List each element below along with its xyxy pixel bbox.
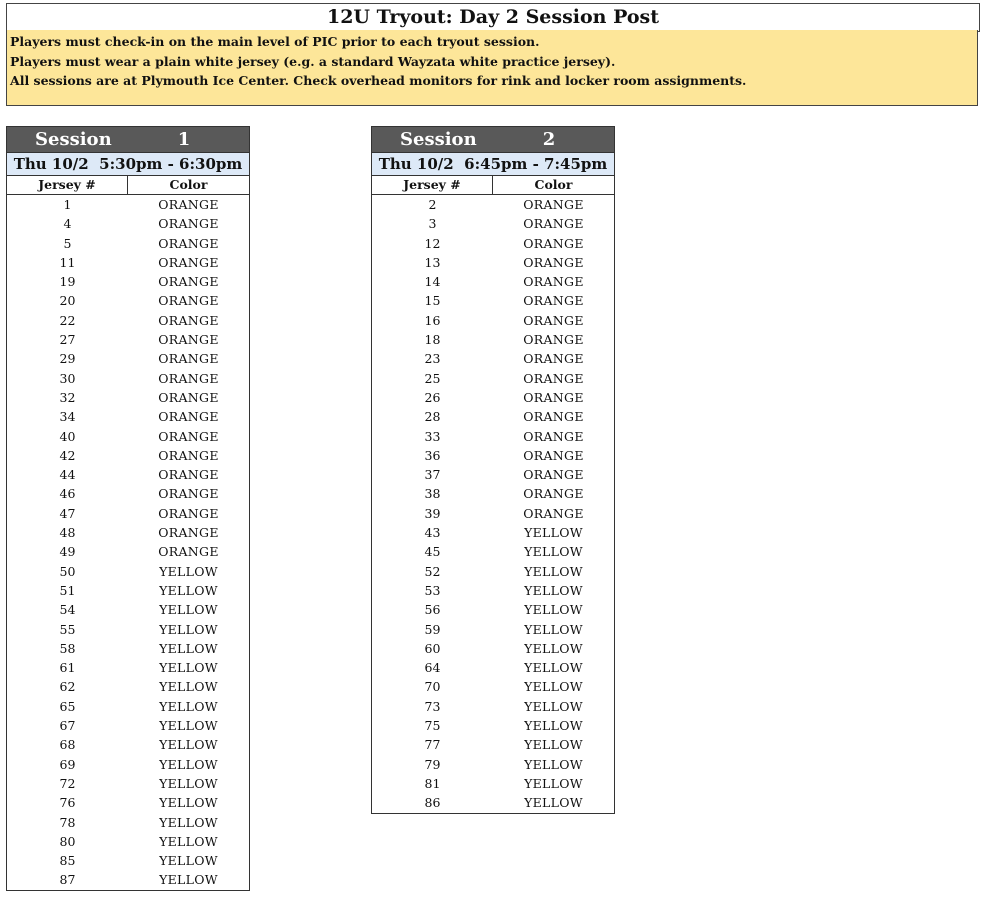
jersey-color: ORANGE <box>523 254 584 270</box>
table-row <box>372 446 614 465</box>
jersey-number: 15 <box>424 293 441 309</box>
jersey-color: YELLOW <box>159 756 218 772</box>
jersey-color: ORANGE <box>523 467 584 483</box>
jersey-color: YELLOW <box>524 582 583 598</box>
table-row <box>7 851 249 870</box>
session-rows <box>7 195 249 890</box>
jersey-number: 67 <box>59 718 76 734</box>
jersey-color: YELLOW <box>159 814 218 830</box>
table-row <box>7 735 249 754</box>
jersey-number: 16 <box>424 312 441 328</box>
jersey-color: ORANGE <box>158 505 219 521</box>
jersey-color: YELLOW <box>524 602 583 618</box>
table-row <box>372 562 614 581</box>
table-row <box>7 272 249 291</box>
notice-line: Players must wear a plain white jersey (e.g. a standard Wayzata white practice jersey). <box>10 53 616 69</box>
table-row <box>372 716 614 735</box>
jersey-color: ORANGE <box>158 274 219 290</box>
jersey-color: ORANGE <box>158 525 219 541</box>
jersey-color: ORANGE <box>523 274 584 290</box>
jersey-number: 70 <box>424 679 441 695</box>
jersey-color: YELLOW <box>159 621 218 637</box>
jersey-number: 28 <box>424 409 441 425</box>
table-row <box>372 677 614 696</box>
jersey-color: YELLOW <box>524 621 583 637</box>
table-row <box>7 581 249 600</box>
jersey-number: 50 <box>59 563 76 579</box>
jersey-color: ORANGE <box>158 544 219 560</box>
jersey-color: ORANGE <box>523 312 584 328</box>
jersey-number: 65 <box>59 698 76 714</box>
jersey-color: ORANGE <box>158 428 219 444</box>
jersey-color: YELLOW <box>159 718 218 734</box>
jersey-number: 62 <box>59 679 76 695</box>
jersey-number: 85 <box>59 853 76 869</box>
jersey-number: 61 <box>59 660 76 676</box>
jersey-number: 40 <box>59 428 76 444</box>
column-headers <box>7 176 249 195</box>
jersey-color: YELLOW <box>524 775 583 791</box>
table-row <box>7 504 249 523</box>
jersey-number: 18 <box>424 332 441 348</box>
table-row <box>372 484 614 503</box>
jersey-number: 52 <box>424 563 441 579</box>
table-row <box>372 291 614 310</box>
table-row <box>372 639 614 658</box>
jersey-number: 69 <box>59 756 76 772</box>
table-row <box>7 388 249 407</box>
jersey-color: ORANGE <box>523 293 584 309</box>
page-title: 12U Tryout: Day 2 Session Post <box>6 3 980 32</box>
table-row <box>7 639 249 658</box>
table-row <box>7 311 249 330</box>
jersey-color: ORANGE <box>523 447 584 463</box>
session-time: Thu 10/2 6:45pm - 7:45pm <box>372 152 614 176</box>
jersey-color: YELLOW <box>524 737 583 753</box>
session-table-1 <box>6 126 250 891</box>
jersey-number: 43 <box>424 525 441 541</box>
jersey-number: 47 <box>59 505 76 521</box>
table-row <box>7 600 249 619</box>
table-row <box>372 620 614 639</box>
jersey-color: YELLOW <box>159 833 218 849</box>
jersey-color: ORANGE <box>158 197 219 212</box>
table-row <box>7 446 249 465</box>
notice-line: Players must check-in on the main level of PIC prior to each tryout session. <box>10 34 540 49</box>
jersey-number: 81 <box>424 775 441 791</box>
jersey-number: 37 <box>424 467 441 483</box>
jersey-number: 36 <box>424 447 441 463</box>
jersey-number: 13 <box>424 254 441 270</box>
table-row <box>372 369 614 388</box>
table-row <box>7 291 249 310</box>
jersey-color: YELLOW <box>524 525 583 541</box>
jersey-color: ORANGE <box>523 216 584 232</box>
table-row <box>7 195 249 214</box>
jersey-number: 4 <box>63 216 72 232</box>
jersey-number: 68 <box>59 737 76 753</box>
jersey-color: YELLOW <box>524 698 583 714</box>
notice-line: All sessions are at Plymouth Ice Center. Check overhead monitors for rink and locker room assignments. <box>10 73 747 88</box>
table-row <box>7 677 249 696</box>
jersey-color: ORANGE <box>158 389 219 405</box>
session-number: 2 <box>542 129 556 150</box>
table-row <box>7 349 249 368</box>
table-row <box>372 504 614 523</box>
table-row <box>7 253 249 272</box>
session-time: Thu 10/2 5:30pm - 6:30pm <box>7 152 249 176</box>
table-row <box>7 870 249 889</box>
table-row <box>372 272 614 291</box>
jersey-color: YELLOW <box>159 698 218 714</box>
table-row <box>7 832 249 851</box>
table-row <box>372 427 614 446</box>
table-row <box>372 658 614 677</box>
table-row <box>372 774 614 793</box>
table-row <box>372 465 614 484</box>
jersey-number: 29 <box>59 351 76 367</box>
jersey-number: 59 <box>424 621 441 637</box>
table-row <box>372 195 614 214</box>
table-row <box>7 716 249 735</box>
table-row <box>7 774 249 793</box>
jersey-number: 1 <box>63 197 72 212</box>
table-row <box>372 581 614 600</box>
jersey-color: ORANGE <box>523 235 584 251</box>
color-column-header: Color <box>534 177 573 192</box>
jersey-number: 3 <box>428 216 437 232</box>
table-row <box>7 427 249 446</box>
table-row <box>372 311 614 330</box>
jersey-number: 42 <box>59 447 76 463</box>
jersey-color: YELLOW <box>159 640 218 656</box>
jersey-number: 76 <box>59 795 76 811</box>
jersey-number: 27 <box>59 332 76 348</box>
notice-panel <box>6 30 978 106</box>
session-header <box>372 127 614 152</box>
session-label: Session <box>35 129 112 150</box>
jersey-color: ORANGE <box>158 216 219 232</box>
session-table-2 <box>371 126 615 814</box>
jersey-color: ORANGE <box>158 409 219 425</box>
jersey-color: ORANGE <box>523 505 584 521</box>
table-row <box>372 793 614 812</box>
table-row <box>7 658 249 677</box>
session-header <box>7 127 249 152</box>
jersey-color: ORANGE <box>523 486 584 502</box>
table-row <box>7 465 249 484</box>
jersey-number: 32 <box>59 389 76 405</box>
jersey-column-header: Jersey # <box>7 176 128 194</box>
jersey-color: ORANGE <box>158 254 219 270</box>
jersey-number: 20 <box>59 293 76 309</box>
jersey-number: 12 <box>424 235 441 251</box>
jersey-number: 14 <box>424 274 441 290</box>
table-row <box>7 523 249 542</box>
jersey-number: 45 <box>424 544 441 560</box>
jersey-number: 60 <box>424 640 441 656</box>
jersey-number: 46 <box>59 486 76 502</box>
table-row <box>372 755 614 774</box>
jersey-number: 58 <box>59 640 76 656</box>
table-row <box>7 330 249 349</box>
jersey-color: ORANGE <box>523 389 584 405</box>
session-number: 1 <box>177 129 191 150</box>
jersey-number: 87 <box>59 872 76 888</box>
table-row <box>7 234 249 253</box>
jersey-color: ORANGE <box>523 351 584 367</box>
jersey-color: YELLOW <box>524 795 583 811</box>
jersey-color: YELLOW <box>524 544 583 560</box>
jersey-number: 5 <box>63 235 72 251</box>
jersey-number: 49 <box>59 544 76 560</box>
table-row <box>7 369 249 388</box>
jersey-color: YELLOW <box>524 756 583 772</box>
table-row <box>7 407 249 426</box>
session-rows <box>372 195 614 813</box>
table-row <box>372 542 614 561</box>
jersey-color: YELLOW <box>524 679 583 695</box>
jersey-number: 79 <box>424 756 441 772</box>
jersey-number: 26 <box>424 389 441 405</box>
jersey-color: YELLOW <box>524 660 583 676</box>
jersey-color: ORANGE <box>158 293 219 309</box>
table-row <box>7 562 249 581</box>
jersey-number: 51 <box>59 582 76 598</box>
table-row <box>7 620 249 639</box>
table-row <box>372 349 614 368</box>
jersey-color: YELLOW <box>159 853 218 869</box>
jersey-column-header: Jersey # <box>372 176 493 194</box>
jersey-number: 23 <box>424 351 441 367</box>
jersey-number: 2 <box>428 197 437 212</box>
jersey-number: 34 <box>59 409 76 425</box>
jersey-number: 86 <box>424 795 441 811</box>
jersey-number: 39 <box>424 505 441 521</box>
jersey-color: ORANGE <box>158 370 219 386</box>
jersey-number: 78 <box>59 814 76 830</box>
jersey-number: 64 <box>424 660 441 676</box>
jersey-color: ORANGE <box>158 332 219 348</box>
jersey-number: 77 <box>424 737 441 753</box>
jersey-color: YELLOW <box>159 602 218 618</box>
table-row <box>372 388 614 407</box>
jersey-number: 19 <box>59 274 76 290</box>
jersey-color: YELLOW <box>159 737 218 753</box>
table-row <box>372 253 614 272</box>
jersey-color: ORANGE <box>158 486 219 502</box>
jersey-number: 80 <box>59 833 76 849</box>
jersey-color: ORANGE <box>523 428 584 444</box>
table-row <box>7 542 249 561</box>
table-row <box>7 484 249 503</box>
jersey-number: 30 <box>59 370 76 386</box>
table-row <box>372 523 614 542</box>
jersey-number: 25 <box>424 370 441 386</box>
jersey-color: ORANGE <box>158 447 219 463</box>
table-row <box>7 697 249 716</box>
jersey-number: 73 <box>424 698 441 714</box>
jersey-color: YELLOW <box>524 563 583 579</box>
jersey-number: 22 <box>59 312 76 328</box>
jersey-number: 33 <box>424 428 441 444</box>
table-row <box>372 600 614 619</box>
jersey-number: 38 <box>424 486 441 502</box>
jersey-color: YELLOW <box>159 679 218 695</box>
table-row <box>7 813 249 832</box>
jersey-color: ORANGE <box>158 351 219 367</box>
jersey-number: 44 <box>59 467 76 483</box>
jersey-color: YELLOW <box>159 795 218 811</box>
jersey-color: ORANGE <box>523 409 584 425</box>
table-row <box>7 214 249 233</box>
jersey-color: ORANGE <box>158 312 219 328</box>
jersey-color: YELLOW <box>159 660 218 676</box>
table-row <box>372 330 614 349</box>
jersey-color: ORANGE <box>158 235 219 251</box>
jersey-color: YELLOW <box>524 640 583 656</box>
table-row <box>372 735 614 754</box>
table-row <box>372 234 614 253</box>
column-headers <box>372 176 614 195</box>
jersey-number: 55 <box>59 621 76 637</box>
jersey-number: 75 <box>424 718 441 734</box>
table-row <box>7 793 249 812</box>
jersey-color: ORANGE <box>523 332 584 348</box>
jersey-color: YELLOW <box>159 563 218 579</box>
jersey-color: ORANGE <box>523 197 584 212</box>
table-row <box>7 755 249 774</box>
jersey-color: ORANGE <box>158 467 219 483</box>
jersey-color: YELLOW <box>159 775 218 791</box>
jersey-number: 56 <box>424 602 441 618</box>
jersey-color: YELLOW <box>159 872 218 888</box>
session-label: Session <box>400 129 477 150</box>
jersey-color: YELLOW <box>524 718 583 734</box>
jersey-number: 11 <box>59 254 76 270</box>
jersey-color: YELLOW <box>159 582 218 598</box>
table-row <box>372 697 614 716</box>
table-row <box>372 407 614 426</box>
jersey-color: ORANGE <box>523 370 584 386</box>
jersey-number: 54 <box>59 602 76 618</box>
jersey-number: 48 <box>59 525 76 541</box>
jersey-number: 53 <box>424 582 441 598</box>
color-column-header: Color <box>169 177 208 192</box>
table-row <box>372 214 614 233</box>
jersey-number: 72 <box>59 775 76 791</box>
